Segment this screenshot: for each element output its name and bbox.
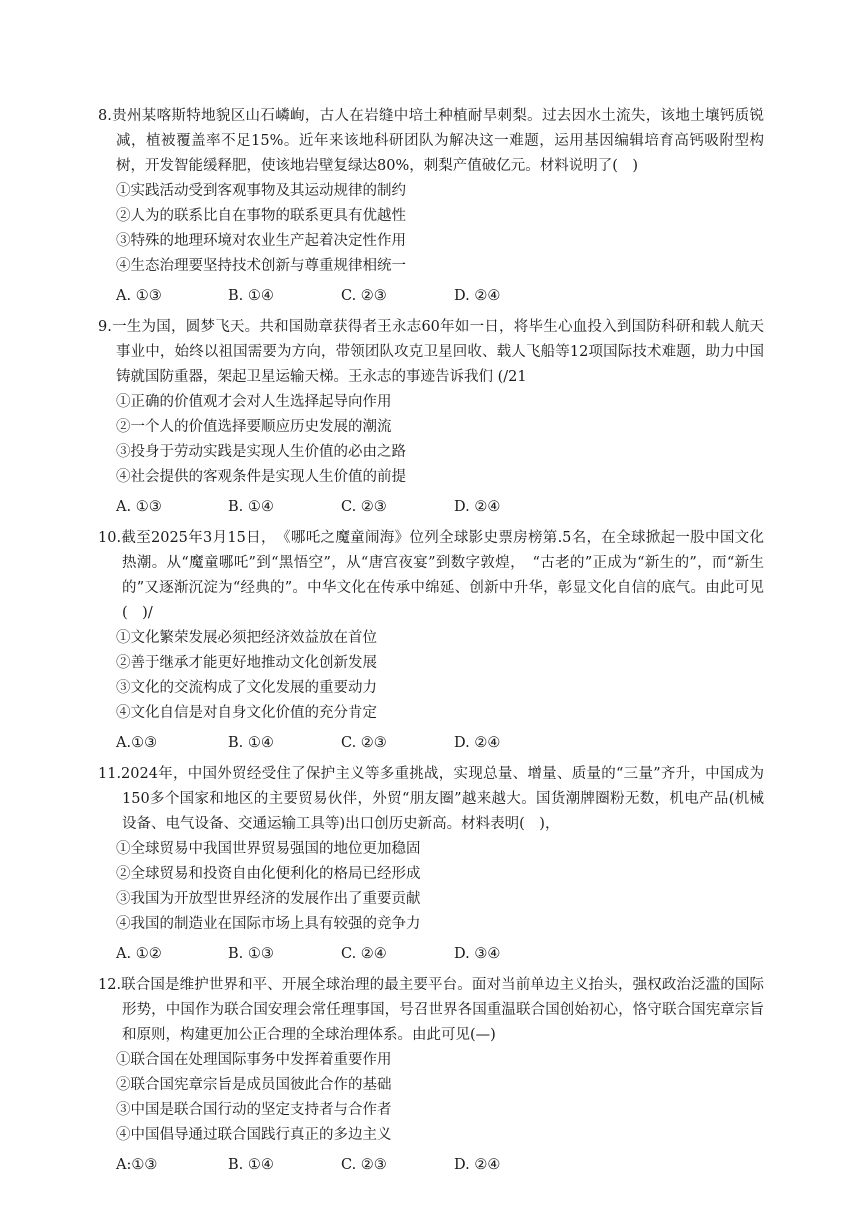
answer-c: C. ②③ (341, 1157, 387, 1173)
option-item: ①实践活动受到客观事物及其运动规律的制约 (116, 183, 406, 199)
answer-c: C. ②③ (341, 499, 387, 515)
answer-choices (116, 495, 764, 521)
option-item: ①联合国在处理国际事务中发挥着重要作用 (116, 1052, 392, 1068)
option-item: ①全球贸易中我国世界贸易强国的地位更加稳固 (116, 841, 421, 857)
answer-c: C. ②④ (341, 946, 387, 962)
question-11 (98, 762, 764, 968)
option-item: ③文化的交流构成了文化发展的重要动力 (116, 680, 377, 696)
option-item: ③投身于劳动实践是实现人生价值的必由之路 (116, 444, 406, 460)
question-stem: 11.2024年，中国外贸经受住了保护主义等多重挑战，实现总量、增量、质量的“三量”齐升，中国成为150多个国家和地区的主要贸易伙伴，外贸“朋友圈”越来越大。国货潮牌圈粉无数，机电产品(机械设备、电气设备、交通运输工具等)出口创历史新高。材料表明( )， (98, 766, 764, 832)
answer-choices (116, 284, 764, 310)
answer-d: D. ②④ (454, 1157, 501, 1173)
answer-b: B. ①④ (228, 1157, 274, 1173)
answer-a: A:①③ (116, 1157, 158, 1173)
option-item: ④我国的制造业在国际市场上具有较强的竞争力 (116, 916, 421, 932)
option-item: ②联合国宪章宗旨是成员国彼此合作的基础 (116, 1077, 392, 1093)
option-item: ③中国是联合国行动的坚定支持者与合作者 (116, 1102, 392, 1118)
answer-a: A. ①③ (116, 288, 162, 304)
option-item: ③特殊的地理环境对农业生产起着决定性作用 (116, 233, 406, 249)
answer-b: B. ①④ (228, 499, 274, 515)
answer-b: B. ①③ (228, 946, 274, 962)
option-item: ②全球贸易和投资自由化便利化的格局已经形成 (116, 866, 421, 882)
option-item: ①文化繁荣发展必须把经济效益放在首位 (116, 630, 377, 646)
answer-b: B. ①④ (228, 735, 274, 751)
option-item: ②善于继承才能更好地推动文化创新发展 (116, 655, 377, 671)
answer-d: D. ③④ (454, 946, 501, 962)
option-item: ①正确的价值观才会对人生选择起导向作用 (116, 394, 392, 410)
answer-choices (116, 731, 764, 757)
answer-d: D. ②④ (454, 735, 501, 751)
answer-c: C. ②③ (341, 735, 387, 751)
option-item: ④社会提供的客观条件是实现人生价值的前提 (116, 469, 406, 485)
option-item: ④中国倡导通过联合国践行真正的多边主义 (116, 1127, 392, 1143)
question-stem: 9.一生为国，圆梦飞天。共和国勋章获得者王永志60年如一日，将毕生心血投入到国防科研和载人航天事业中，始终以祖国需要为方向，带领团队攻克卫星回收、载人飞船等12项国际技术难题，助力中国铸就国防重器，架起卫星运输天梯。王永志的事迹告诉我们 (/21 (98, 319, 764, 385)
question-9 (98, 315, 764, 521)
question-8 (98, 104, 764, 310)
answer-a: A. ①② (116, 946, 162, 962)
answer-d: D. ②④ (454, 288, 501, 304)
answer-d: D. ②④ (454, 499, 501, 515)
question-10 (98, 526, 764, 757)
option-item: ②一个人的价值选择要顺应历史发展的潮流 (116, 419, 392, 435)
option-item: ③我国为开放型世界经济的发展作出了重要贡献 (116, 891, 421, 907)
option-item: ④文化自信是对自身文化价值的充分肯定 (116, 705, 377, 721)
question-12 (98, 973, 764, 1179)
answer-a: A.①③ (116, 735, 158, 751)
option-item: ②人为的联系比自在事物的联系更具有优越性 (116, 208, 406, 224)
answer-choices (116, 1153, 764, 1179)
option-item: ④生态治理要坚持技术创新与尊重规律相统一 (116, 258, 406, 274)
answer-choices (116, 942, 764, 968)
question-stem: 10.截至2025年3月15日， 《哪吒之魔童闹海》位列全球影史票房榜第.5名，在全球掀起一股中国文化热潮。从“魔童哪吒”到“黑悟空”，从“唐宫夜宴”到数字敦煌， “古老的”正成为“新生的”，而“新生的”又逐渐沉淀为“经典的”。中华文化在传承中绵延、创新中升华，彰显文化自信的底气。由此可见 ( )/ (98, 530, 764, 621)
answer-a: A. ①③ (116, 499, 162, 515)
answer-b: B. ①④ (228, 288, 274, 304)
question-stem: 8.贵州某喀斯特地貌区山石嶙峋，古人在岩缝中培土种植耐旱刺梨。过去因水土流失，该地土壤钙质锐减，植被覆盖率不足15%。近年来该地科研团队为解决这一难题，运用基因编辑培育高钙吸附型构树，开发智能缓释肥，使该地岩壁复绿达80%，刺梨产值破亿元。材料说明了( ) (98, 108, 764, 174)
answer-c: C. ②③ (341, 288, 387, 304)
question-stem: 12.联合国是维护世界和平、开展全球治理的最主要平台。面对当前单边主义抬头，强权政治泛滥的国际形势，中国作为联合国安理会常任理事国，号召世界各国重温联合国创始初心，恪守联合国宪章宗旨和原则，构建更加公正合理的全球治理体系。由此可见(—) (98, 977, 764, 1043)
